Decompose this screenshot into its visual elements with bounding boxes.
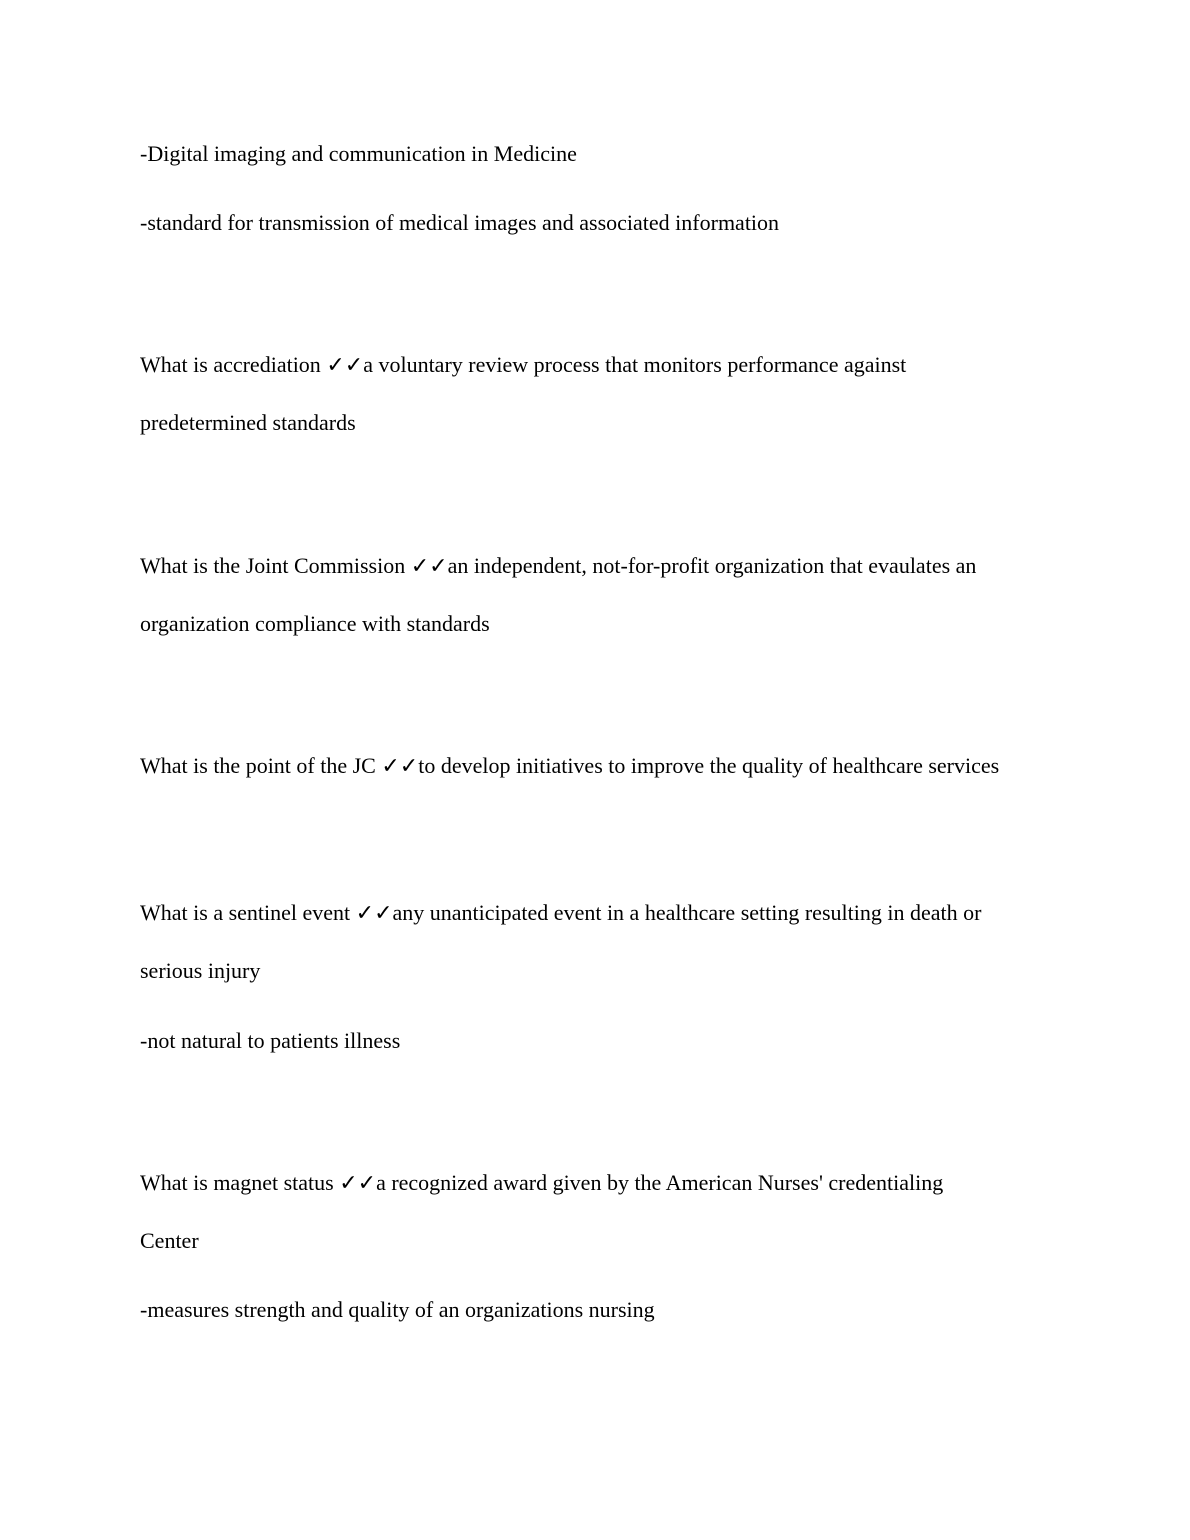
text-line: organization compliance with standards xyxy=(140,611,490,636)
question-text: What is accrediation xyxy=(140,352,321,377)
answer-text: to develop initiatives to improve the quality of healthcare services xyxy=(418,753,1000,778)
question-text: What is the Joint Commission xyxy=(140,553,406,578)
check-icon: ✓✓ xyxy=(410,554,448,579)
check-icon: ✓✓ xyxy=(381,754,419,779)
check-icon: ✓✓ xyxy=(355,901,393,926)
text-line: -Digital imaging and communication in Medicine xyxy=(140,141,577,166)
text-line: -standard for transmission of medical images and associated information xyxy=(140,210,780,235)
text-line: -measures strength and quality of an organizations nursing xyxy=(140,1297,655,1322)
question-line xyxy=(140,1170,943,1197)
answer-text: a recognized award given by the American Nurses' credentialing xyxy=(376,1170,944,1195)
question-line xyxy=(140,900,981,927)
text-line: -not natural to patients illness xyxy=(140,1028,401,1053)
question-line xyxy=(140,753,999,780)
question-line xyxy=(140,553,976,580)
check-icon: ✓✓ xyxy=(326,353,364,378)
check-icon: ✓✓ xyxy=(339,1171,377,1196)
text-line: Center xyxy=(140,1228,199,1253)
question-text: What is magnet status xyxy=(140,1170,334,1195)
answer-text: an independent, not-for-profit organization that evaulates an xyxy=(447,553,977,578)
text-line: serious injury xyxy=(140,958,261,983)
text-line: predetermined standards xyxy=(140,410,356,435)
answer-text: any unanticipated event in a healthcare setting resulting in death or xyxy=(392,900,982,925)
question-text: What is the point of the JC xyxy=(140,753,376,778)
question-text: What is a sentinel event xyxy=(140,900,351,925)
answer-text: a voluntary review process that monitors performance against xyxy=(363,352,907,377)
question-line xyxy=(140,352,906,379)
